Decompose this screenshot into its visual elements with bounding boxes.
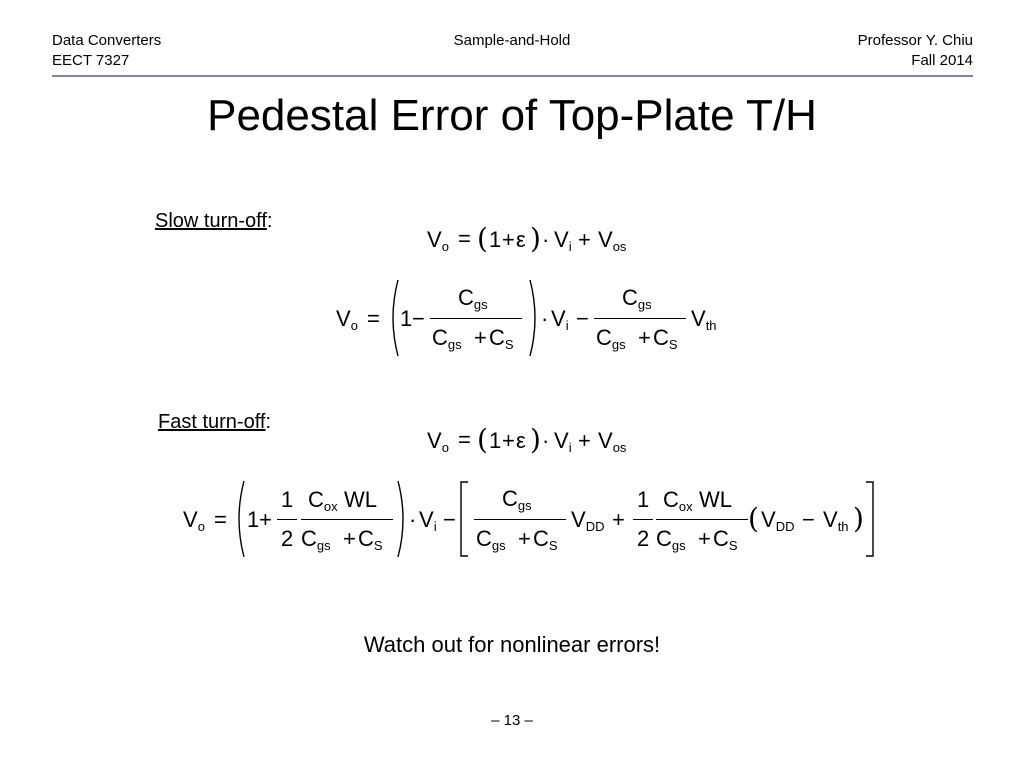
fast-turn-off-label: Fast turn-off: [158,411,272,433]
course-title: Data Converters [52,32,162,49]
slide-title: Pedestal Error of Top-Plate T/H [207,91,817,140]
warning-note: Watch out for nonlinear errors! [363,632,661,657]
course-code: EECT 7327 [52,52,130,69]
header-divider [52,75,973,77]
right-paren-large-2 [394,479,410,559]
right-bracket [864,481,876,557]
term: Fall 2014 [911,52,973,69]
left-bracket [458,481,470,557]
left-paren-large-2 [232,479,248,559]
instructor: Professor Y. Chiu [857,32,973,49]
slow-turn-off-label: Slow turn-off: [155,210,273,232]
page-number: – 13 – [491,712,533,729]
section-title: Sample-and-Hold [453,32,571,49]
right-paren-large [526,278,542,358]
